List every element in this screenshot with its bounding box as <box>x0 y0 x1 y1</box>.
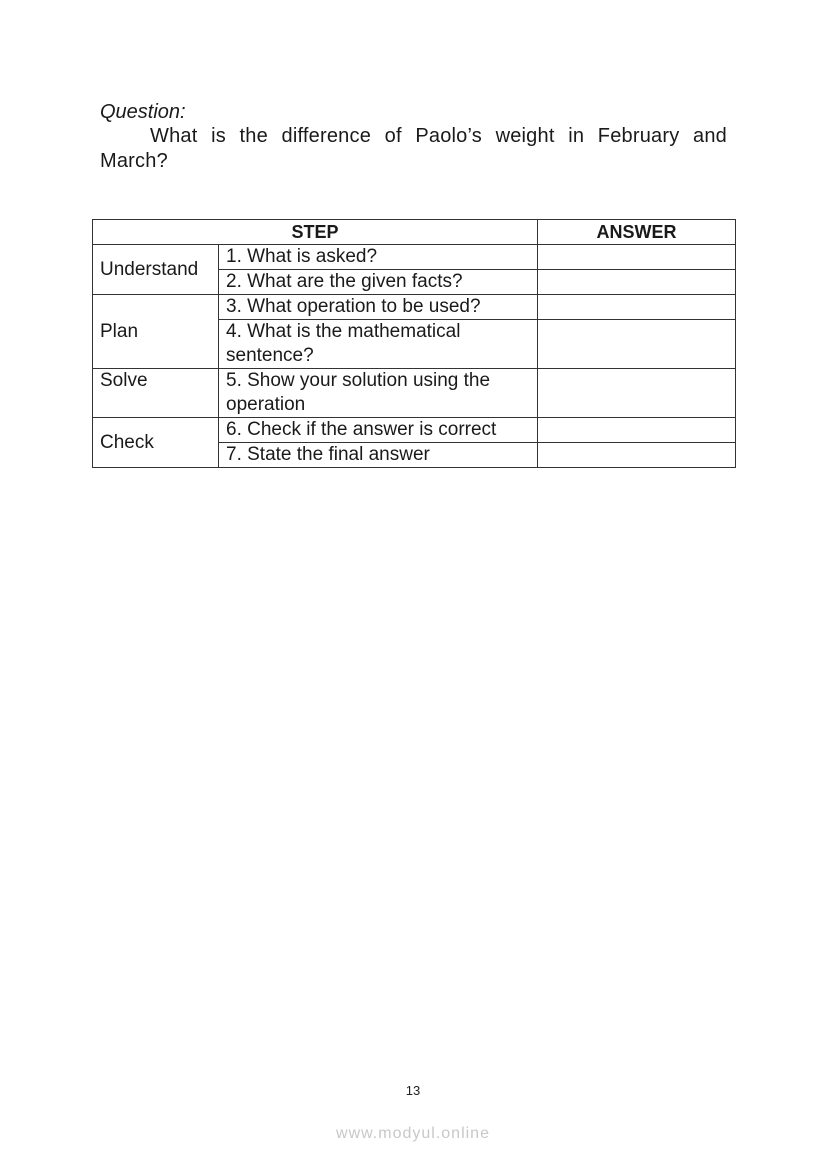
step-5: 5. Show your solution using the operation <box>219 369 538 418</box>
phase-solve: Solve <box>93 369 219 418</box>
answer-cell-7 <box>538 443 736 468</box>
answer-cell-2 <box>538 270 736 295</box>
watermark: www.modyul.online <box>336 1125 490 1142</box>
step-1: 1. What is asked? <box>219 245 538 270</box>
answer-cell-3 <box>538 295 736 320</box>
table-row <box>93 245 736 270</box>
table-header-row <box>93 220 736 245</box>
problem-solving-table <box>92 219 736 468</box>
answer-header: ANSWER <box>538 220 736 245</box>
question-label: Question: <box>100 101 186 123</box>
step-header: STEP <box>93 220 538 245</box>
question-text: What is the difference of Paolo’s weight in February and March? <box>100 125 727 172</box>
answer-cell-5 <box>538 369 736 418</box>
step-7: 7. State the final answer <box>219 443 538 468</box>
answer-cell-1 <box>538 245 736 270</box>
phase-understand: Understand <box>93 245 219 295</box>
page-number: 13 <box>405 1083 421 1098</box>
table-row <box>93 369 736 418</box>
step-6: 6. Check if the answer is correct <box>219 418 538 443</box>
table-row <box>93 418 736 443</box>
phase-plan: Plan <box>93 295 219 369</box>
step-4: 4. What is the mathematical sentence? <box>219 320 538 369</box>
step-2: 2. What are the given facts? <box>219 270 538 295</box>
step-3: 3. What operation to be used? <box>219 295 538 320</box>
answer-cell-4 <box>538 320 736 369</box>
answer-cell-6 <box>538 418 736 443</box>
phase-check: Check <box>93 418 219 468</box>
table-row <box>93 295 736 320</box>
